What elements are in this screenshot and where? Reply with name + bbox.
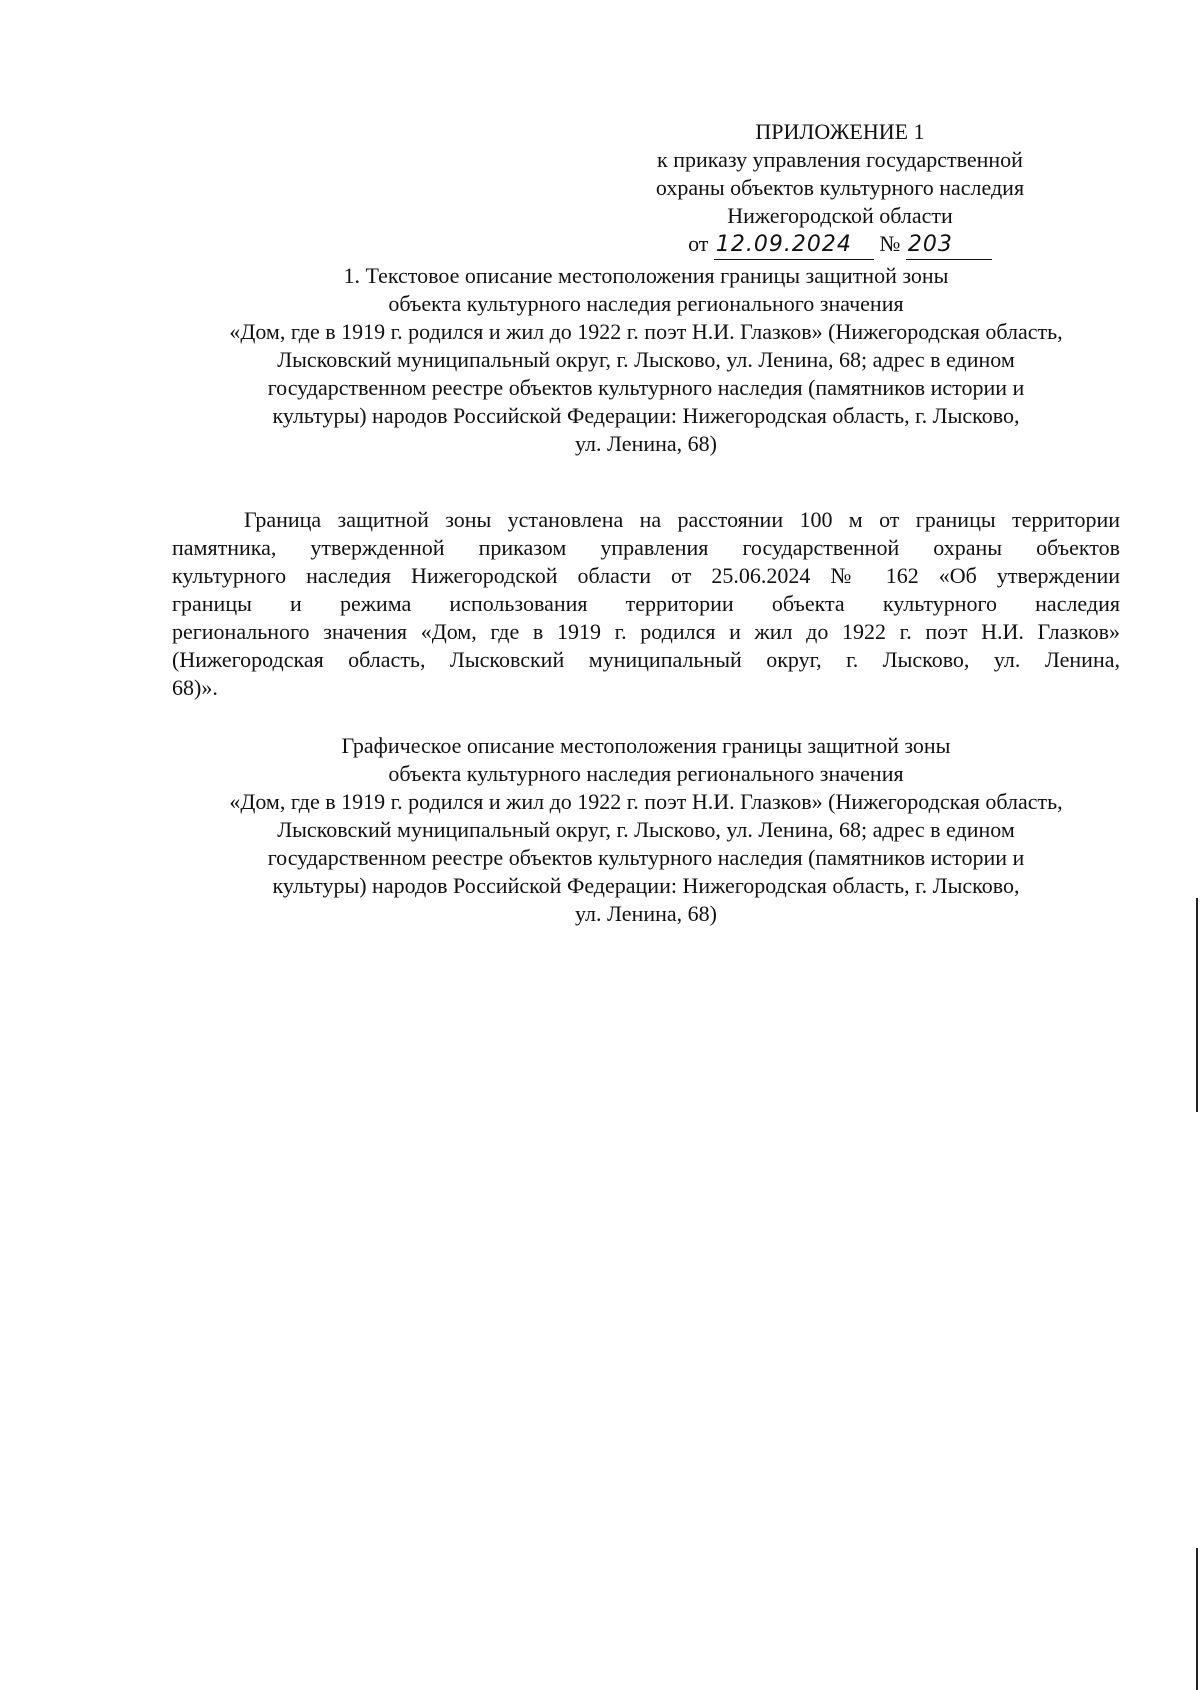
handwritten-date: 12.09.2024 [714,231,874,260]
paragraph-line: памятника, утвержденной приказом управления государственной охраны объектов [172,535,1120,560]
heading-line: 1. Текстовое описание местоположения границы защитной зоны [343,263,949,288]
heading-line: объекта культурного наследия регионального значения [388,291,904,316]
paragraph-line: 68)». [172,675,218,700]
heading-line: ул. Ленина, 68) [575,431,717,456]
heading-line: Графическое описание местоположения границы защитной зоны [341,733,951,758]
scan-edge-mark [1196,898,1198,1112]
date-prefix: от [688,231,709,256]
heading-line: объекта культурного наследия регионального значения [388,761,904,786]
boundary-paragraph [172,506,1120,702]
heading-line: Лысковский муниципальный округ, г. Лысково, ул. Ленина, 68; адрес в едином [277,347,1015,372]
heading-line: культуры) народов Российской Федерации: Нижегородская область, г. Лысково, [272,873,1020,898]
heading-line: «Дом, где в 1919 г. родился и жил до 1922 г. поэт Н.И. Глазков» (Нижегородская область, [229,319,1063,344]
scan-edge-mark [1196,1548,1198,1690]
heading-line: Лысковский муниципальный округ, г. Лысково, ул. Ленина, 68; адрес в едином [277,817,1015,842]
heading-line: государственном реестре объектов культурного наследия (памятников истории и [267,375,1025,400]
header-line: Нижегородской области [727,203,953,228]
heading-line: государственном реестре объектов культурного наследия (памятников истории и [267,845,1025,870]
heading-line: ул. Ленина, 68) [575,901,717,926]
number-prefix: № [879,231,901,256]
section-1-heading [172,262,1120,458]
header-line: к приказу управления государственной [657,147,1023,172]
header-line: охраны объектов культурного наследия [655,175,1025,200]
paragraph-line: (Нижегородская область, Лысковский муниципальный округ, г. Лысково, ул. Ленина, [172,647,1120,672]
order-date-number [620,230,1060,260]
paragraph-line: границы и режима использования территории объекта культурного наследия [172,591,1120,616]
handwritten-number: 203 [906,231,992,260]
heading-line: «Дом, где в 1919 г. родился и жил до 1922 г. поэт Н.И. Глазков» (Нижегородская область, [229,789,1063,814]
heading-line: культуры) народов Российской Федерации: Нижегородская область, г. Лысково, [272,403,1020,428]
section-2-heading [172,732,1120,928]
paragraph-line: регионального значения «Дом, где в 1919 г. родился и жил до 1922 г. поэт Н.И. Глазков» [172,619,1120,644]
appendix-header [620,118,1060,260]
paragraph-line: Граница защитной зоны установлена на расстоянии 100 м от границы территории [244,507,1120,532]
appendix-title: ПРИЛОЖЕНИЕ 1 [755,119,925,144]
paragraph-line: культурного наследия Нижегородской области от 25.06.2024 № 162 «Об утверждении [172,563,1120,588]
